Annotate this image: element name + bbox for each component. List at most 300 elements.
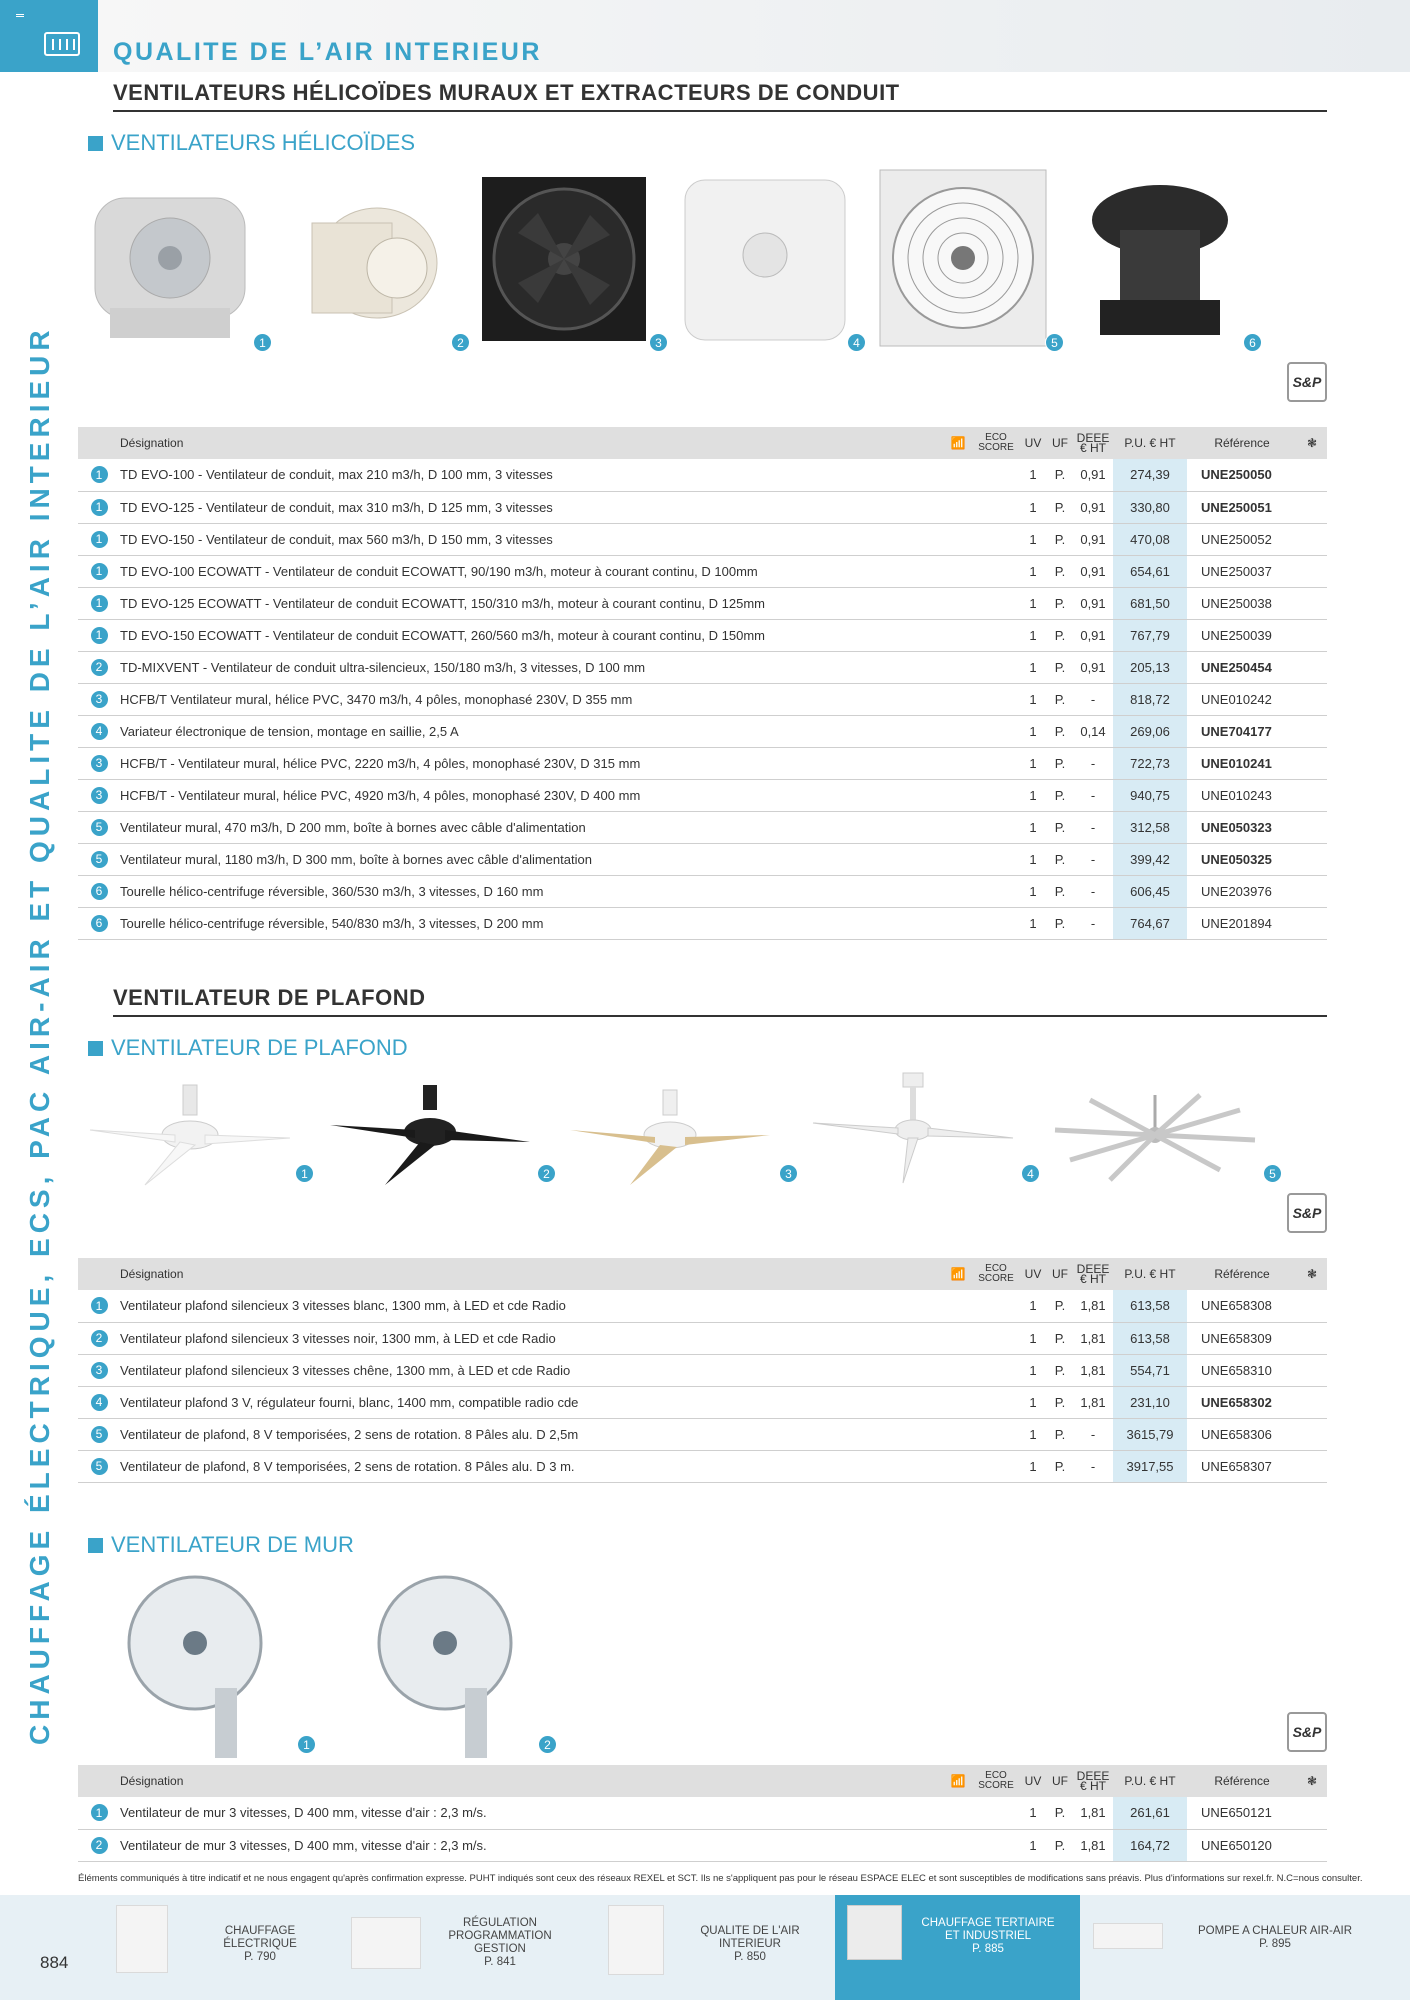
row-number-cell [78, 811, 120, 843]
designation-cell: Tourelle hélico-centrifuge réversible, 360/530 m3/h, 3 vitesses, D 160 mm [120, 875, 943, 907]
reference-cell[interactable]: UNE658308 [1187, 1290, 1297, 1322]
deee-cell: - [1073, 1450, 1113, 1482]
empty-cell [1297, 651, 1327, 683]
row-number-badge: 1 [90, 1803, 109, 1822]
eco-score-cell [973, 459, 1019, 491]
recycle-icon: ❃ [1297, 1258, 1327, 1290]
deee-cell: 0,91 [1073, 459, 1113, 491]
image-number-1: 1 [295, 1164, 314, 1183]
product-image-ceiling-fan-3v [808, 1068, 1018, 1186]
row-number-cell [78, 587, 120, 619]
page-title: QUALITE DE L’AIR INTERIEUR [113, 38, 542, 66]
wifi-cell [943, 491, 973, 523]
table-header-row [78, 427, 1327, 459]
table-row [78, 747, 1327, 779]
uf-cell: P. [1047, 1797, 1073, 1829]
uv-cell: 1 [1019, 1322, 1047, 1354]
row-number-badge: 6 [90, 882, 109, 901]
eco-score-cell [973, 1418, 1019, 1450]
disclaimer-text: Éléments communiqués à titre indicatif et ne nous engagent qu'après confirmation expresse. PUHT indiqués sont ceux des réseaux REXEL et SCT. Ils ne s'appliquent pas pour le réseau ESPACE ELEC et sont susceptibles de modifications sans préavis. Plus d'informations sur rexel.fr. N.C=nous consulter. [78, 1873, 1363, 1884]
wifi-cell [943, 1386, 973, 1418]
uv-cell: 1 [1019, 587, 1047, 619]
uf-cell: P. [1047, 811, 1073, 843]
reference-cell[interactable]: UNE658307 [1187, 1450, 1297, 1482]
eco-score-cell [973, 1386, 1019, 1418]
row-number-cell [78, 459, 120, 491]
row-number-badge: 1 [90, 498, 109, 517]
wifi-cell [943, 907, 973, 939]
deee-cell: - [1073, 843, 1113, 875]
row-number-badge: 5 [90, 818, 109, 837]
designation-cell: TD EVO-150 - Ventilateur de conduit, max 560 m3/h, D 150 mm, 3 vitesses [120, 523, 943, 555]
reference-cell[interactable]: UNE250052 [1187, 523, 1297, 555]
col-eco-score: ECO SCORE [973, 427, 1019, 459]
table-row [78, 619, 1327, 651]
wifi-cell [943, 651, 973, 683]
empty-cell [1297, 459, 1327, 491]
uv-cell: 1 [1019, 843, 1047, 875]
empty-cell [1297, 1290, 1327, 1322]
eco-score-cell [973, 555, 1019, 587]
table-row [78, 907, 1327, 939]
price-cell: 818,72 [1113, 683, 1187, 715]
designation-cell: Ventilateur de mur 3 vitesses, D 400 mm, vitesse d'air : 2,3 m/s. [120, 1829, 943, 1861]
row-number-cell [78, 555, 120, 587]
image-number-2: 2 [537, 1164, 556, 1183]
designation-cell: TD-MIXVENT - Ventilateur de conduit ultra-silencieux, 150/180 m3/h, 3 vitesses, D 100 mm [120, 651, 943, 683]
row-number-badge: 1 [90, 562, 109, 581]
reference-cell[interactable]: UNE658309 [1187, 1322, 1297, 1354]
uv-cell: 1 [1019, 1418, 1047, 1450]
wifi-cell [943, 1797, 973, 1829]
uv-cell: 1 [1019, 1829, 1047, 1861]
designation-cell: TD EVO-125 - Ventilateur de conduit, max 310 m3/h, D 125 mm, 3 vitesses [120, 491, 943, 523]
row-number-cell [78, 875, 120, 907]
reference-cell[interactable]: UNE250050 [1187, 459, 1297, 491]
table-row [78, 683, 1327, 715]
row-number-cell [78, 747, 120, 779]
uf-cell: P. [1047, 843, 1073, 875]
col-uv: UV [1019, 427, 1047, 459]
designation-cell: HCFB/T - Ventilateur mural, hélice PVC, 2220 m3/h, 4 pôles, monophasé 230V, D 315 mm [120, 747, 943, 779]
wifi-cell [943, 747, 973, 779]
footer-link-chauffage-electrique[interactable] [110, 1895, 340, 2000]
footer-label: POMPE A CHALEUR AIR-AIR P. 895 [1197, 1925, 1352, 1950]
col-eco-score: ECO SCORE [973, 1765, 1019, 1797]
row-number-badge: 2 [90, 1329, 109, 1348]
col-price: P.U. € HT [1113, 1765, 1187, 1797]
uf-cell: P. [1047, 587, 1073, 619]
designation-cell: Tourelle hélico-centrifuge réversible, 540/830 m3/h, 3 vitesses, D 200 mm [120, 907, 943, 939]
designation-cell: Ventilateur plafond silencieux 3 vitesses blanc, 1300 mm, à LED et cde Radio [120, 1290, 943, 1322]
uv-cell: 1 [1019, 907, 1047, 939]
deee-cell: 1,81 [1073, 1290, 1113, 1322]
product-image-wall-fan-2 [370, 1568, 520, 1763]
empty-cell [1297, 907, 1327, 939]
reference-cell[interactable]: UNE704177 [1187, 715, 1297, 747]
uv-cell: 1 [1019, 747, 1047, 779]
image-number-5: 5 [1045, 333, 1064, 352]
empty-cell [1297, 523, 1327, 555]
subsection-label: VENTILATEUR DE PLAFOND [111, 1035, 408, 1060]
row-number-badge: 3 [90, 754, 109, 773]
reference-cell[interactable]: UNE658310 [1187, 1354, 1297, 1386]
row-number-cell [78, 1290, 120, 1322]
table-row [78, 1418, 1327, 1450]
uf-cell: P. [1047, 619, 1073, 651]
footer-label: QUALITE DE L'AIR INTERIEUR P. 850 [700, 1925, 800, 1963]
empty-cell [1297, 843, 1327, 875]
eco-score-cell [973, 811, 1019, 843]
price-cell: 767,79 [1113, 619, 1187, 651]
subsection-label: VENTILATEURS HÉLICOÏDES [111, 130, 415, 155]
empty-cell [1297, 875, 1327, 907]
price-cell: 269,06 [1113, 715, 1187, 747]
image-number-4: 4 [1021, 1164, 1040, 1183]
reference-cell[interactable]: UNE658306 [1187, 1418, 1297, 1450]
reference-cell[interactable]: UNE010241 [1187, 747, 1297, 779]
eco-score-cell [973, 683, 1019, 715]
row-number-badge: 1 [90, 594, 109, 613]
eco-score-cell [973, 1354, 1019, 1386]
table-row [78, 715, 1327, 747]
table-row [78, 779, 1327, 811]
empty-cell [1297, 747, 1327, 779]
product-image-speed-controller [680, 175, 850, 345]
price-cell: 681,50 [1113, 587, 1187, 619]
image-number-2: 2 [451, 333, 470, 352]
uf-cell: P. [1047, 1829, 1073, 1861]
subsection-plafond [88, 1035, 408, 1061]
product-thumb-icon [351, 1917, 421, 1969]
uf-cell: P. [1047, 555, 1073, 587]
category-tab[interactable] [0, 0, 98, 72]
footer-link-pompe-chaleur[interactable] [1085, 1895, 1405, 2000]
col-uv: UV [1019, 1765, 1047, 1797]
image-number-1: 1 [253, 333, 272, 352]
eco-score-cell [973, 491, 1019, 523]
deee-cell: - [1073, 1418, 1113, 1450]
col-reference: Référence [1187, 1258, 1297, 1290]
wifi-cell [943, 715, 973, 747]
deee-cell: 1,81 [1073, 1829, 1113, 1861]
uv-cell: 1 [1019, 523, 1047, 555]
reference-cell[interactable]: UNE050323 [1187, 811, 1297, 843]
reference-cell[interactable]: UNE250454 [1187, 651, 1297, 683]
uf-cell: P. [1047, 1386, 1073, 1418]
square-bullet-icon [88, 1041, 103, 1056]
uv-cell: 1 [1019, 555, 1047, 587]
footer-label: CHAUFFAGE ÉLECTRIQUE P. 790 [223, 1925, 297, 1963]
table-row [78, 811, 1327, 843]
brand-logo-sp: S&P [1287, 1712, 1327, 1752]
uf-cell: P. [1047, 1418, 1073, 1450]
deee-cell: - [1073, 779, 1113, 811]
uf-cell: P. [1047, 779, 1073, 811]
deee-cell: 0,91 [1073, 587, 1113, 619]
wifi-cell [943, 779, 973, 811]
reference-cell[interactable]: UNE250051 [1187, 491, 1297, 523]
row-number-badge: 3 [90, 690, 109, 709]
eco-score-cell [973, 1829, 1019, 1861]
footer-label: RÉGULATION PROGRAMMATION GESTION P. 841 [448, 1917, 552, 1968]
uv-cell: 1 [1019, 1354, 1047, 1386]
section-title-plafond: VENTILATEUR DE PLAFOND [113, 985, 1327, 1017]
deee-cell: 1,81 [1073, 1354, 1113, 1386]
product-thumb-icon [608, 1905, 664, 1975]
row-number-cell [78, 1829, 120, 1861]
reference-cell[interactable]: UNE050325 [1187, 843, 1297, 875]
row-number-cell [78, 523, 120, 555]
reference-cell[interactable]: UNE201894 [1187, 907, 1297, 939]
reference-cell[interactable]: UNE650121 [1187, 1797, 1297, 1829]
recycle-icon: ❃ [1297, 427, 1327, 459]
row-number-badge: 2 [90, 1836, 109, 1855]
reference-cell[interactable]: UNE250037 [1187, 555, 1297, 587]
col-uf: UF [1047, 427, 1073, 459]
subsection-mur [88, 1532, 354, 1558]
wifi-cell [943, 1450, 973, 1482]
col-uf: UF [1047, 1258, 1073, 1290]
empty-cell [1297, 683, 1327, 715]
col-designation: Désignation [120, 1258, 943, 1290]
price-cell: 399,42 [1113, 843, 1187, 875]
row-number-cell [78, 1354, 120, 1386]
col-reference: Référence [1187, 1765, 1297, 1797]
uf-cell: P. [1047, 1354, 1073, 1386]
price-cell: 312,58 [1113, 811, 1187, 843]
row-number-cell [78, 683, 120, 715]
col-uv: UV [1019, 1258, 1047, 1290]
uf-cell: P. [1047, 651, 1073, 683]
eco-score-cell [973, 1797, 1019, 1829]
deee-cell: - [1073, 907, 1113, 939]
brand-logo-sp: S&P [1287, 1193, 1327, 1233]
section-title-helicoides: VENTILATEURS HÉLICOÏDES MURAUX ET EXTRACTEURS DE CONDUIT [113, 80, 1327, 112]
uf-cell: P. [1047, 1322, 1073, 1354]
eco-score-cell [973, 1450, 1019, 1482]
deee-cell: 0,14 [1073, 715, 1113, 747]
deee-cell: 1,81 [1073, 1322, 1113, 1354]
table-row [78, 523, 1327, 555]
uf-cell: P. [1047, 875, 1073, 907]
brand-logo-sp: S&P [1287, 362, 1327, 402]
reference-cell[interactable]: UNE250039 [1187, 619, 1297, 651]
price-cell: 470,08 [1113, 523, 1187, 555]
product-thumb-icon [847, 1905, 902, 1960]
reference-cell[interactable]: UNE650120 [1187, 1829, 1297, 1861]
row-number-cell [78, 491, 120, 523]
table-row [78, 1829, 1327, 1861]
uv-cell: 1 [1019, 779, 1047, 811]
designation-cell: Ventilateur de plafond, 8 V temporisées, 2 sens de rotation. 8 Pâles alu. D 2,5m [120, 1418, 943, 1450]
col-price: P.U. € HT [1113, 1258, 1187, 1290]
row-number-cell [78, 715, 120, 747]
product-image-roof-fan [1075, 175, 1245, 345]
designation-cell: Ventilateur plafond silencieux 3 vitesses chêne, 1300 mm, à LED et cde Radio [120, 1354, 943, 1386]
eco-score-cell [973, 907, 1019, 939]
price-cell: 274,39 [1113, 459, 1187, 491]
empty-cell [1297, 811, 1327, 843]
table-row [78, 1797, 1327, 1829]
uv-cell: 1 [1019, 1797, 1047, 1829]
uf-cell: P. [1047, 523, 1073, 555]
col-designation: Désignation [120, 1765, 943, 1797]
product-image-wall-fan-square [480, 175, 648, 343]
price-cell: 164,72 [1113, 1829, 1187, 1861]
reference-cell[interactable]: UNE203976 [1187, 875, 1297, 907]
wifi-icon: 📶 [943, 1258, 973, 1290]
row-number-badge: 6 [90, 914, 109, 933]
empty-cell [1297, 1829, 1327, 1861]
uf-cell: P. [1047, 459, 1073, 491]
wifi-cell [943, 523, 973, 555]
wifi-cell [943, 843, 973, 875]
row-number-badge: 4 [90, 722, 109, 741]
row-number-cell [78, 907, 120, 939]
uf-cell: P. [1047, 1450, 1073, 1482]
uv-cell: 1 [1019, 459, 1047, 491]
row-number-badge: 5 [90, 1457, 109, 1476]
wifi-cell [943, 1290, 973, 1322]
designation-cell: TD EVO-100 - Ventilateur de conduit, max 210 m3/h, D 100 mm, 3 vitesses [120, 459, 943, 491]
price-cell: 554,71 [1113, 1354, 1187, 1386]
row-number-badge: 2 [90, 658, 109, 677]
designation-cell: TD EVO-150 ECOWATT - Ventilateur de conduit ECOWATT, 260/560 m3/h, moteur à courant continu, D 150mm [120, 619, 943, 651]
wifi-cell [943, 1322, 973, 1354]
uv-cell: 1 [1019, 683, 1047, 715]
col-deee: DEEE € HT [1073, 1765, 1113, 1797]
empty-cell [1297, 1322, 1327, 1354]
row-number-cell [78, 1450, 120, 1482]
wifi-cell [943, 1354, 973, 1386]
empty-cell [1297, 1450, 1327, 1482]
row-number-badge: 3 [90, 786, 109, 805]
image-number-3: 3 [779, 1164, 798, 1183]
col-eco-score: ECO SCORE [973, 1258, 1019, 1290]
product-image-duct-fan-1 [85, 168, 255, 350]
price-cell: 330,80 [1113, 491, 1187, 523]
row-number-cell [78, 651, 120, 683]
vertical-chapter-title: CHAUFFAGE ÉLECTRIQUE, ECS, PAC AIR-AIR ET QUALITE DE L’AIR INTERIEUR [24, 325, 55, 1745]
price-cell: 231,10 [1113, 1386, 1187, 1418]
uv-cell: 1 [1019, 491, 1047, 523]
price-cell: 764,67 [1113, 907, 1187, 939]
designation-cell: Ventilateur de plafond, 8 V temporisées, 2 sens de rotation. 8 Pâles alu. D 3 m. [120, 1450, 943, 1482]
product-image-ceiling-fan-white [85, 1080, 295, 1190]
image-number-2: 2 [538, 1735, 557, 1754]
uv-cell: 1 [1019, 811, 1047, 843]
table-row [78, 587, 1327, 619]
table-row [78, 1290, 1327, 1322]
price-cell: 613,58 [1113, 1322, 1187, 1354]
eco-score-cell [973, 523, 1019, 555]
reference-cell[interactable]: UNE250038 [1187, 587, 1297, 619]
eco-score-cell [973, 1290, 1019, 1322]
empty-cell [1297, 619, 1327, 651]
eco-score-cell [973, 843, 1019, 875]
deee-cell: 0,91 [1073, 555, 1113, 587]
uf-cell: P. [1047, 1290, 1073, 1322]
reference-cell[interactable]: UNE658302 [1187, 1386, 1297, 1418]
empty-cell [1297, 491, 1327, 523]
eco-score-cell [973, 1322, 1019, 1354]
eco-score-cell [973, 875, 1019, 907]
col-price: P.U. € HT [1113, 427, 1187, 459]
empty-cell [1297, 587, 1327, 619]
empty-cell [1297, 1797, 1327, 1829]
empty-cell [1297, 779, 1327, 811]
product-thumb-icon [116, 1905, 168, 1973]
reference-cell[interactable]: UNE010242 [1187, 683, 1297, 715]
deee-cell: 0,91 [1073, 651, 1113, 683]
designation-cell: Ventilateur plafond 3 V, régulateur fourni, blanc, 1400 mm, compatible radio cde [120, 1386, 943, 1418]
designation-cell: TD EVO-125 ECOWATT - Ventilateur de conduit ECOWATT, 150/310 m3/h, moteur à courant continu, D 125mm [120, 587, 943, 619]
wifi-cell [943, 811, 973, 843]
col-deee: DEEE € HT [1073, 427, 1113, 459]
table-row [78, 459, 1327, 491]
product-image-wall-fan-grille [878, 168, 1048, 348]
product-image-ceiling-fan-oak [565, 1085, 775, 1190]
designation-cell: Ventilateur mural, 1180 m3/h, D 300 mm, boîte à bornes avec câble d'alimentation [120, 843, 943, 875]
uv-cell: 1 [1019, 619, 1047, 651]
product-table-plafond [78, 1258, 1327, 1483]
footer-link-regulation[interactable] [345, 1895, 590, 2000]
designation-cell: Variateur électronique de tension, montage en saillie, 2,5 A [120, 715, 943, 747]
table-row [78, 1386, 1327, 1418]
col-designation: Désignation [120, 427, 943, 459]
product-image-wall-fan-1 [120, 1568, 270, 1763]
designation-cell: HCFB/T - Ventilateur mural, hélice PVC, 4920 m3/h, 4 pôles, monophasé 230V, D 400 mm [120, 779, 943, 811]
designation-cell: Ventilateur mural, 470 m3/h, D 200 mm, boîte à bornes avec câble d'alimentation [120, 811, 943, 843]
price-cell: 940,75 [1113, 779, 1187, 811]
deee-cell: 0,91 [1073, 619, 1113, 651]
deee-cell: 1,81 [1073, 1797, 1113, 1829]
footer-link-qualite-air[interactable] [600, 1895, 830, 2000]
designation-cell: Ventilateur de mur 3 vitesses, D 400 mm, vitesse d'air : 2,3 m/s. [120, 1797, 943, 1829]
row-number-cell [78, 779, 120, 811]
empty-cell [1297, 555, 1327, 587]
empty-cell [1297, 1418, 1327, 1450]
wifi-cell [943, 459, 973, 491]
eco-score-cell [973, 747, 1019, 779]
uv-cell: 1 [1019, 1386, 1047, 1418]
product-table-helicoides [78, 427, 1327, 940]
reference-cell[interactable]: UNE010243 [1187, 779, 1297, 811]
price-cell: 722,73 [1113, 747, 1187, 779]
footer-nav [0, 1895, 1410, 2000]
price-cell: 654,61 [1113, 555, 1187, 587]
row-number-badge: 5 [90, 850, 109, 869]
uv-cell: 1 [1019, 875, 1047, 907]
price-cell: 205,13 [1113, 651, 1187, 683]
square-bullet-icon [88, 136, 103, 151]
uv-cell: 1 [1019, 651, 1047, 683]
wifi-cell [943, 683, 973, 715]
image-number-4: 4 [847, 333, 866, 352]
wifi-icon: 📶 [943, 427, 973, 459]
table-row [78, 1450, 1327, 1482]
designation-cell: HCFB/T Ventilateur mural, hélice PVC, 3470 m3/h, 4 pôles, monophasé 230V, D 355 mm [120, 683, 943, 715]
row-number-badge: 3 [90, 1361, 109, 1380]
row-number-badge: 1 [90, 1296, 109, 1315]
table-row [78, 843, 1327, 875]
deee-cell: - [1073, 875, 1113, 907]
row-number-badge: 5 [90, 1425, 109, 1444]
eco-score-cell [973, 619, 1019, 651]
footer-link-chauffage-tertiaire[interactable] [835, 1895, 1080, 2000]
uf-cell: P. [1047, 907, 1073, 939]
